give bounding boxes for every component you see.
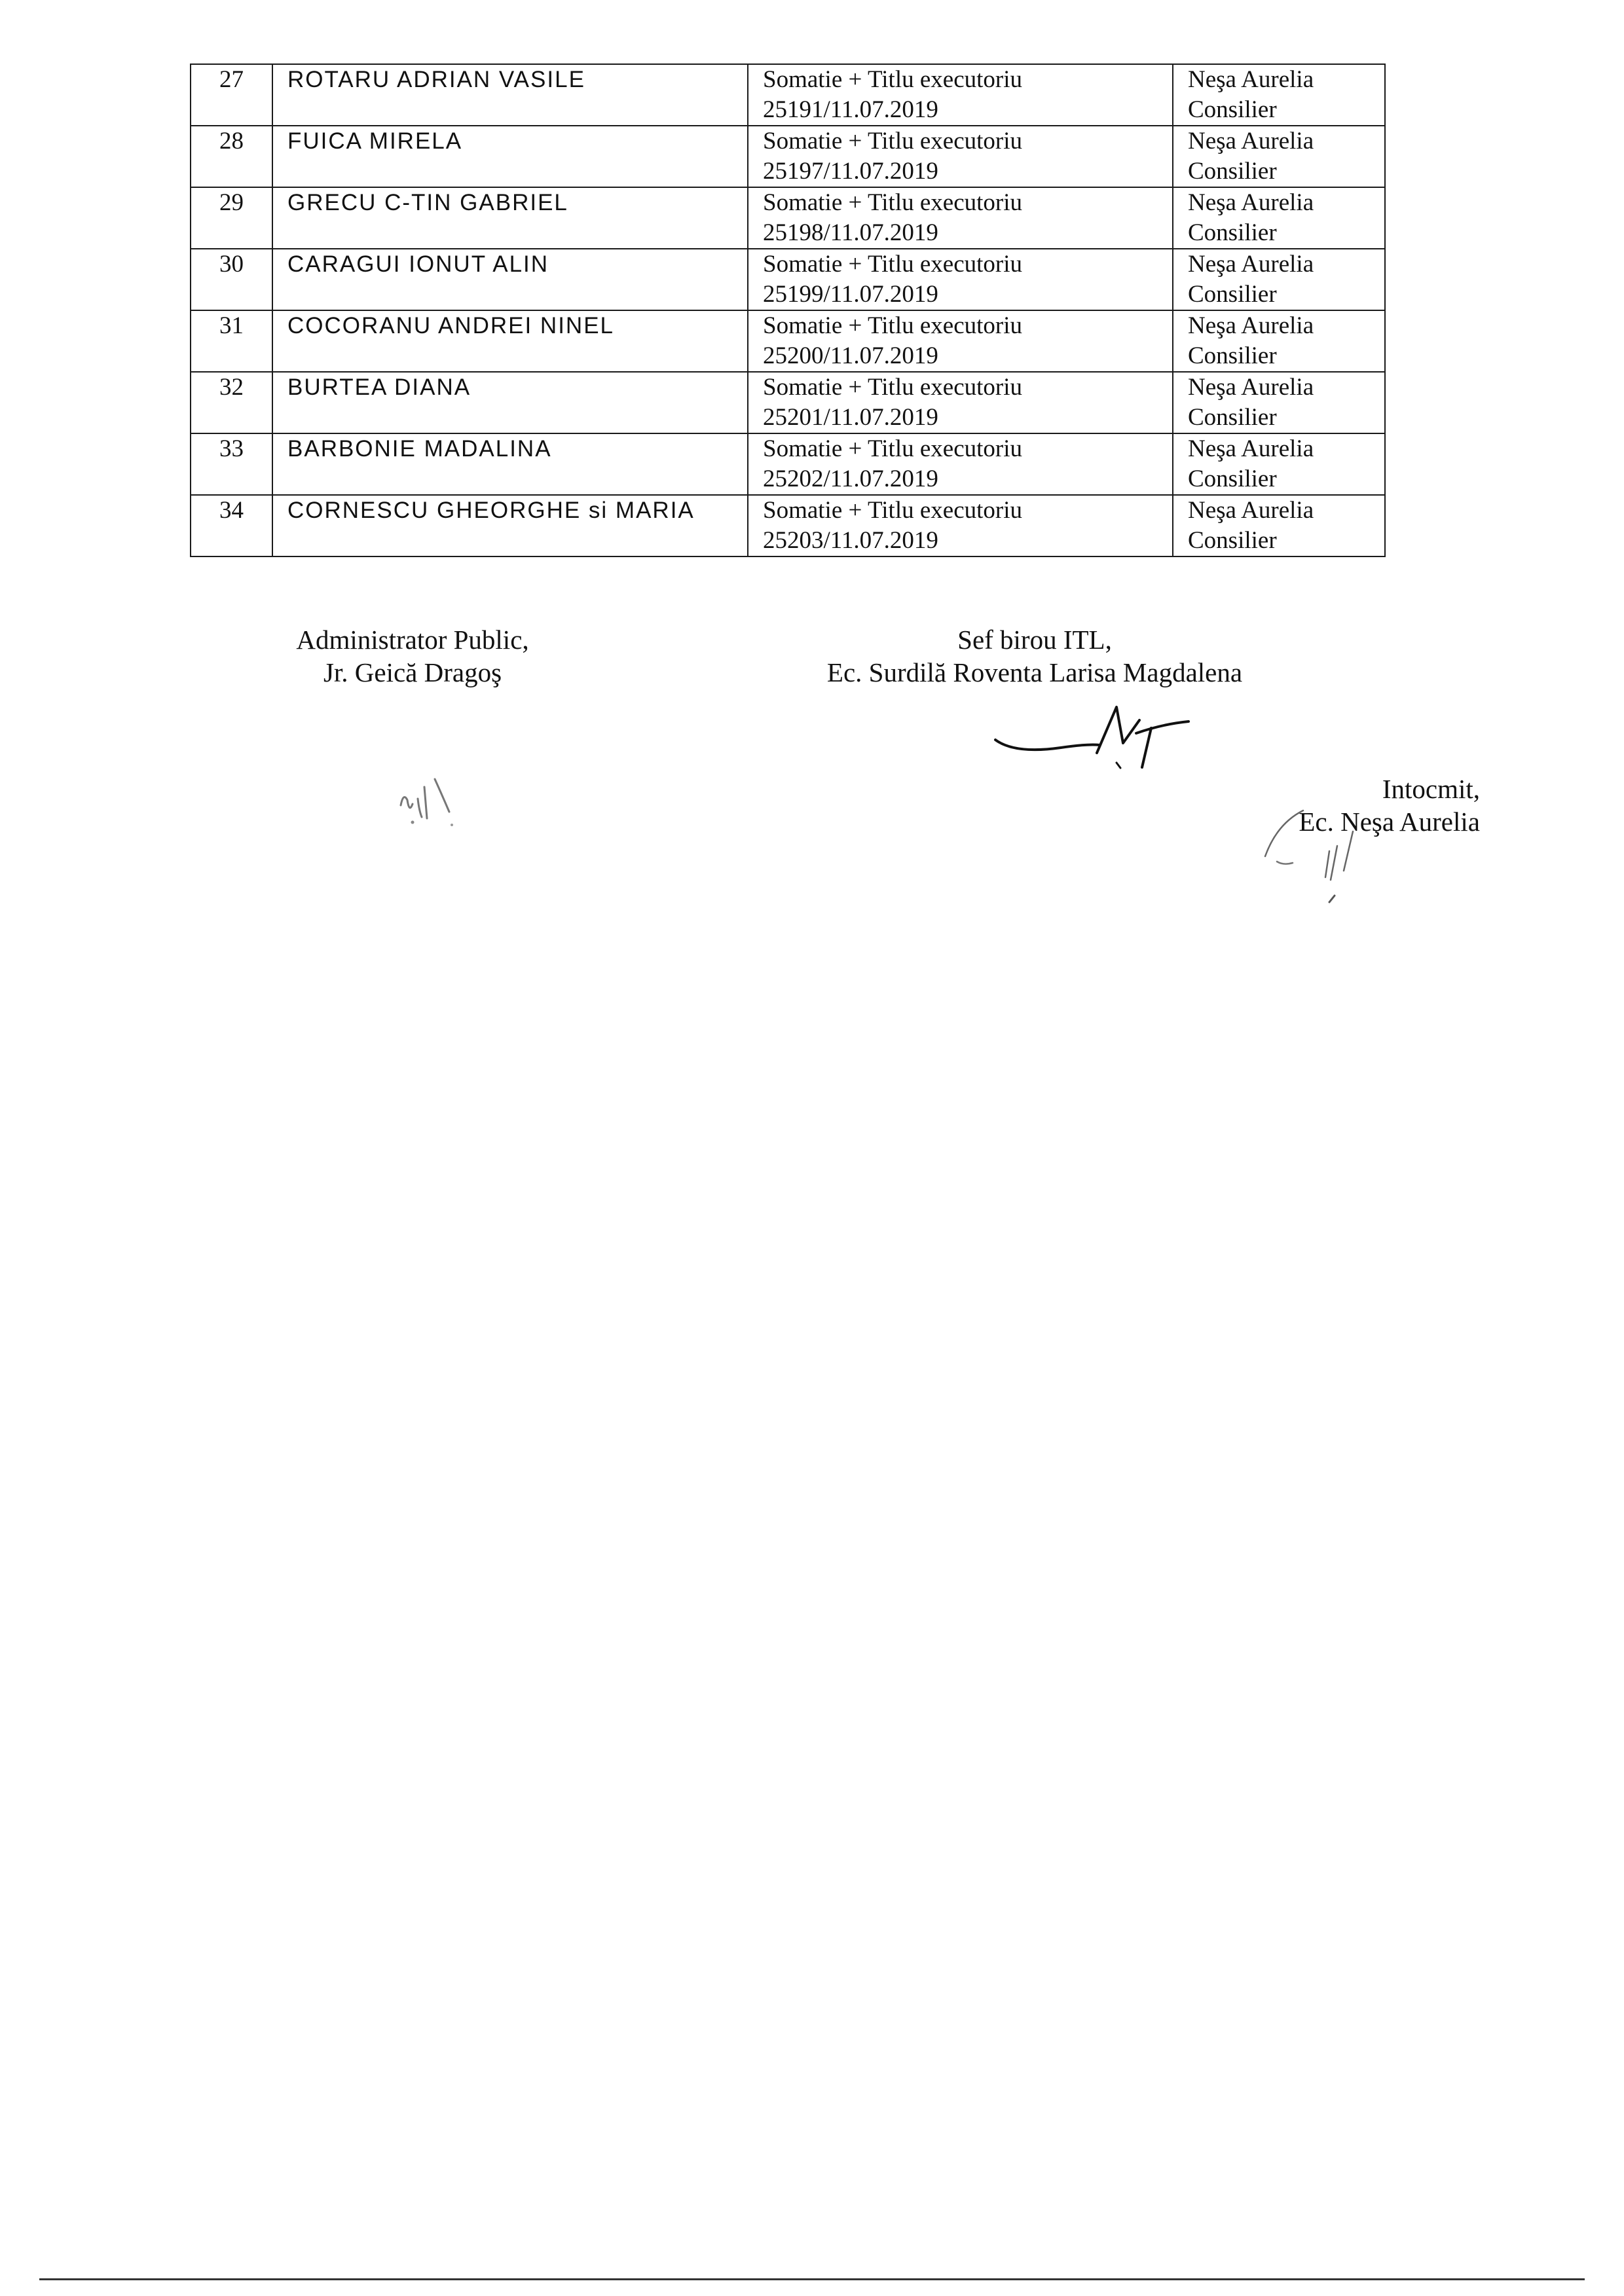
table-row [191, 495, 1385, 556]
responsible-name: Neşa Aurelia [1188, 312, 1314, 339]
table-row [191, 64, 1385, 126]
table-row [191, 372, 1385, 433]
responsible-title: Consilier [1188, 342, 1277, 369]
responsible-cell [1173, 64, 1385, 126]
responsible-name: Neşa Aurelia [1188, 497, 1314, 524]
document-number: 25198/11.07.2019 [763, 219, 938, 246]
document-type: Somatie + Titlu executoriu [763, 189, 1022, 216]
document-number: 25197/11.07.2019 [763, 158, 938, 185]
debtor-name: BURTEA DIANA [272, 372, 748, 433]
itl-role: Sef birou ITL, [957, 625, 1112, 655]
document-cell [748, 64, 1173, 126]
row-number: 27 [191, 64, 272, 126]
responsible-cell [1173, 310, 1385, 372]
table-row [191, 433, 1385, 495]
responsible-cell [1173, 187, 1385, 249]
document-type: Somatie + Titlu executoriu [763, 128, 1022, 155]
itl-signature-scribble [982, 694, 1205, 779]
row-number: 31 [191, 310, 272, 372]
intocmit-name: Ec. Neşa Aurelia [1299, 807, 1480, 837]
responsible-cell [1173, 249, 1385, 310]
responsible-name: Neşa Aurelia [1188, 66, 1314, 93]
table-row [191, 249, 1385, 310]
debtor-name: GRECU C-TIN GABRIEL [272, 187, 748, 249]
signature-block-admin [249, 623, 576, 689]
records-table [190, 64, 1386, 557]
responsible-title: Consilier [1188, 404, 1277, 431]
document-type: Somatie + Titlu executoriu [763, 251, 1022, 278]
responsible-cell [1173, 495, 1385, 556]
document-cell [748, 433, 1173, 495]
responsible-name: Neşa Aurelia [1188, 189, 1314, 216]
document-cell [748, 372, 1173, 433]
row-number: 30 [191, 249, 272, 310]
document-number: 25191/11.07.2019 [763, 96, 938, 123]
row-number: 28 [191, 126, 272, 187]
itl-name: Ec. Surdilă Roventa Larisa Magdalena [826, 657, 1243, 687]
responsible-cell [1173, 433, 1385, 495]
table-row [191, 310, 1385, 372]
debtor-name: FUICA MIRELA [272, 126, 748, 187]
document-number: 25203/11.07.2019 [763, 527, 938, 554]
debtor-name: COCORANU ANDREI NINEL [272, 310, 748, 372]
responsible-title: Consilier [1188, 465, 1277, 492]
document-cell [748, 249, 1173, 310]
table-row [191, 126, 1385, 187]
row-number: 34 [191, 495, 272, 556]
debtor-name: CORNESCU GHEORGHE si MARIA [272, 495, 748, 556]
admin-role: Administrator Public, [296, 625, 529, 655]
document-number: 25199/11.07.2019 [763, 281, 938, 308]
responsible-name: Neşa Aurelia [1188, 374, 1314, 401]
document-number: 25201/11.07.2019 [763, 404, 938, 431]
table-row [191, 187, 1385, 249]
responsible-title: Consilier [1188, 158, 1277, 185]
row-number: 29 [191, 187, 272, 249]
signature-block-itl [773, 623, 1297, 689]
document-type: Somatie + Titlu executoriu [763, 497, 1022, 524]
document-cell [748, 126, 1173, 187]
debtor-name: ROTARU ADRIAN VASILE [272, 64, 748, 126]
document-cell [748, 495, 1173, 556]
document-type: Somatie + Titlu executoriu [763, 312, 1022, 339]
document-cell [748, 310, 1173, 372]
records-table-body [191, 64, 1385, 556]
document-type: Somatie + Titlu executoriu [763, 435, 1022, 462]
responsible-title: Consilier [1188, 96, 1277, 123]
responsible-name: Neşa Aurelia [1188, 251, 1314, 278]
intocmit-role: Intocmit, [1382, 774, 1480, 804]
responsible-cell [1173, 126, 1385, 187]
debtor-name: BARBONIE MADALINA [272, 433, 748, 495]
admin-signature-scribble [386, 759, 485, 838]
document-number: 25202/11.07.2019 [763, 465, 938, 492]
document-type: Somatie + Titlu executoriu [763, 374, 1022, 401]
admin-name: Jr. Geică Dragoş [323, 657, 502, 687]
responsible-cell [1173, 372, 1385, 433]
document-cell [748, 187, 1173, 249]
document-number: 25200/11.07.2019 [763, 342, 938, 369]
responsible-title: Consilier [1188, 219, 1277, 246]
row-number: 33 [191, 433, 272, 495]
responsible-name: Neşa Aurelia [1188, 435, 1314, 462]
debtor-name: CARAGUI IONUT ALIN [272, 249, 748, 310]
intocmit-signature-scribble [1231, 805, 1388, 923]
responsible-name: Neşa Aurelia [1188, 128, 1314, 155]
document-type: Somatie + Titlu executoriu [763, 66, 1022, 93]
responsible-title: Consilier [1188, 527, 1277, 554]
responsible-title: Consilier [1188, 281, 1277, 308]
row-number: 32 [191, 372, 272, 433]
footer-divider [39, 2278, 1585, 2280]
